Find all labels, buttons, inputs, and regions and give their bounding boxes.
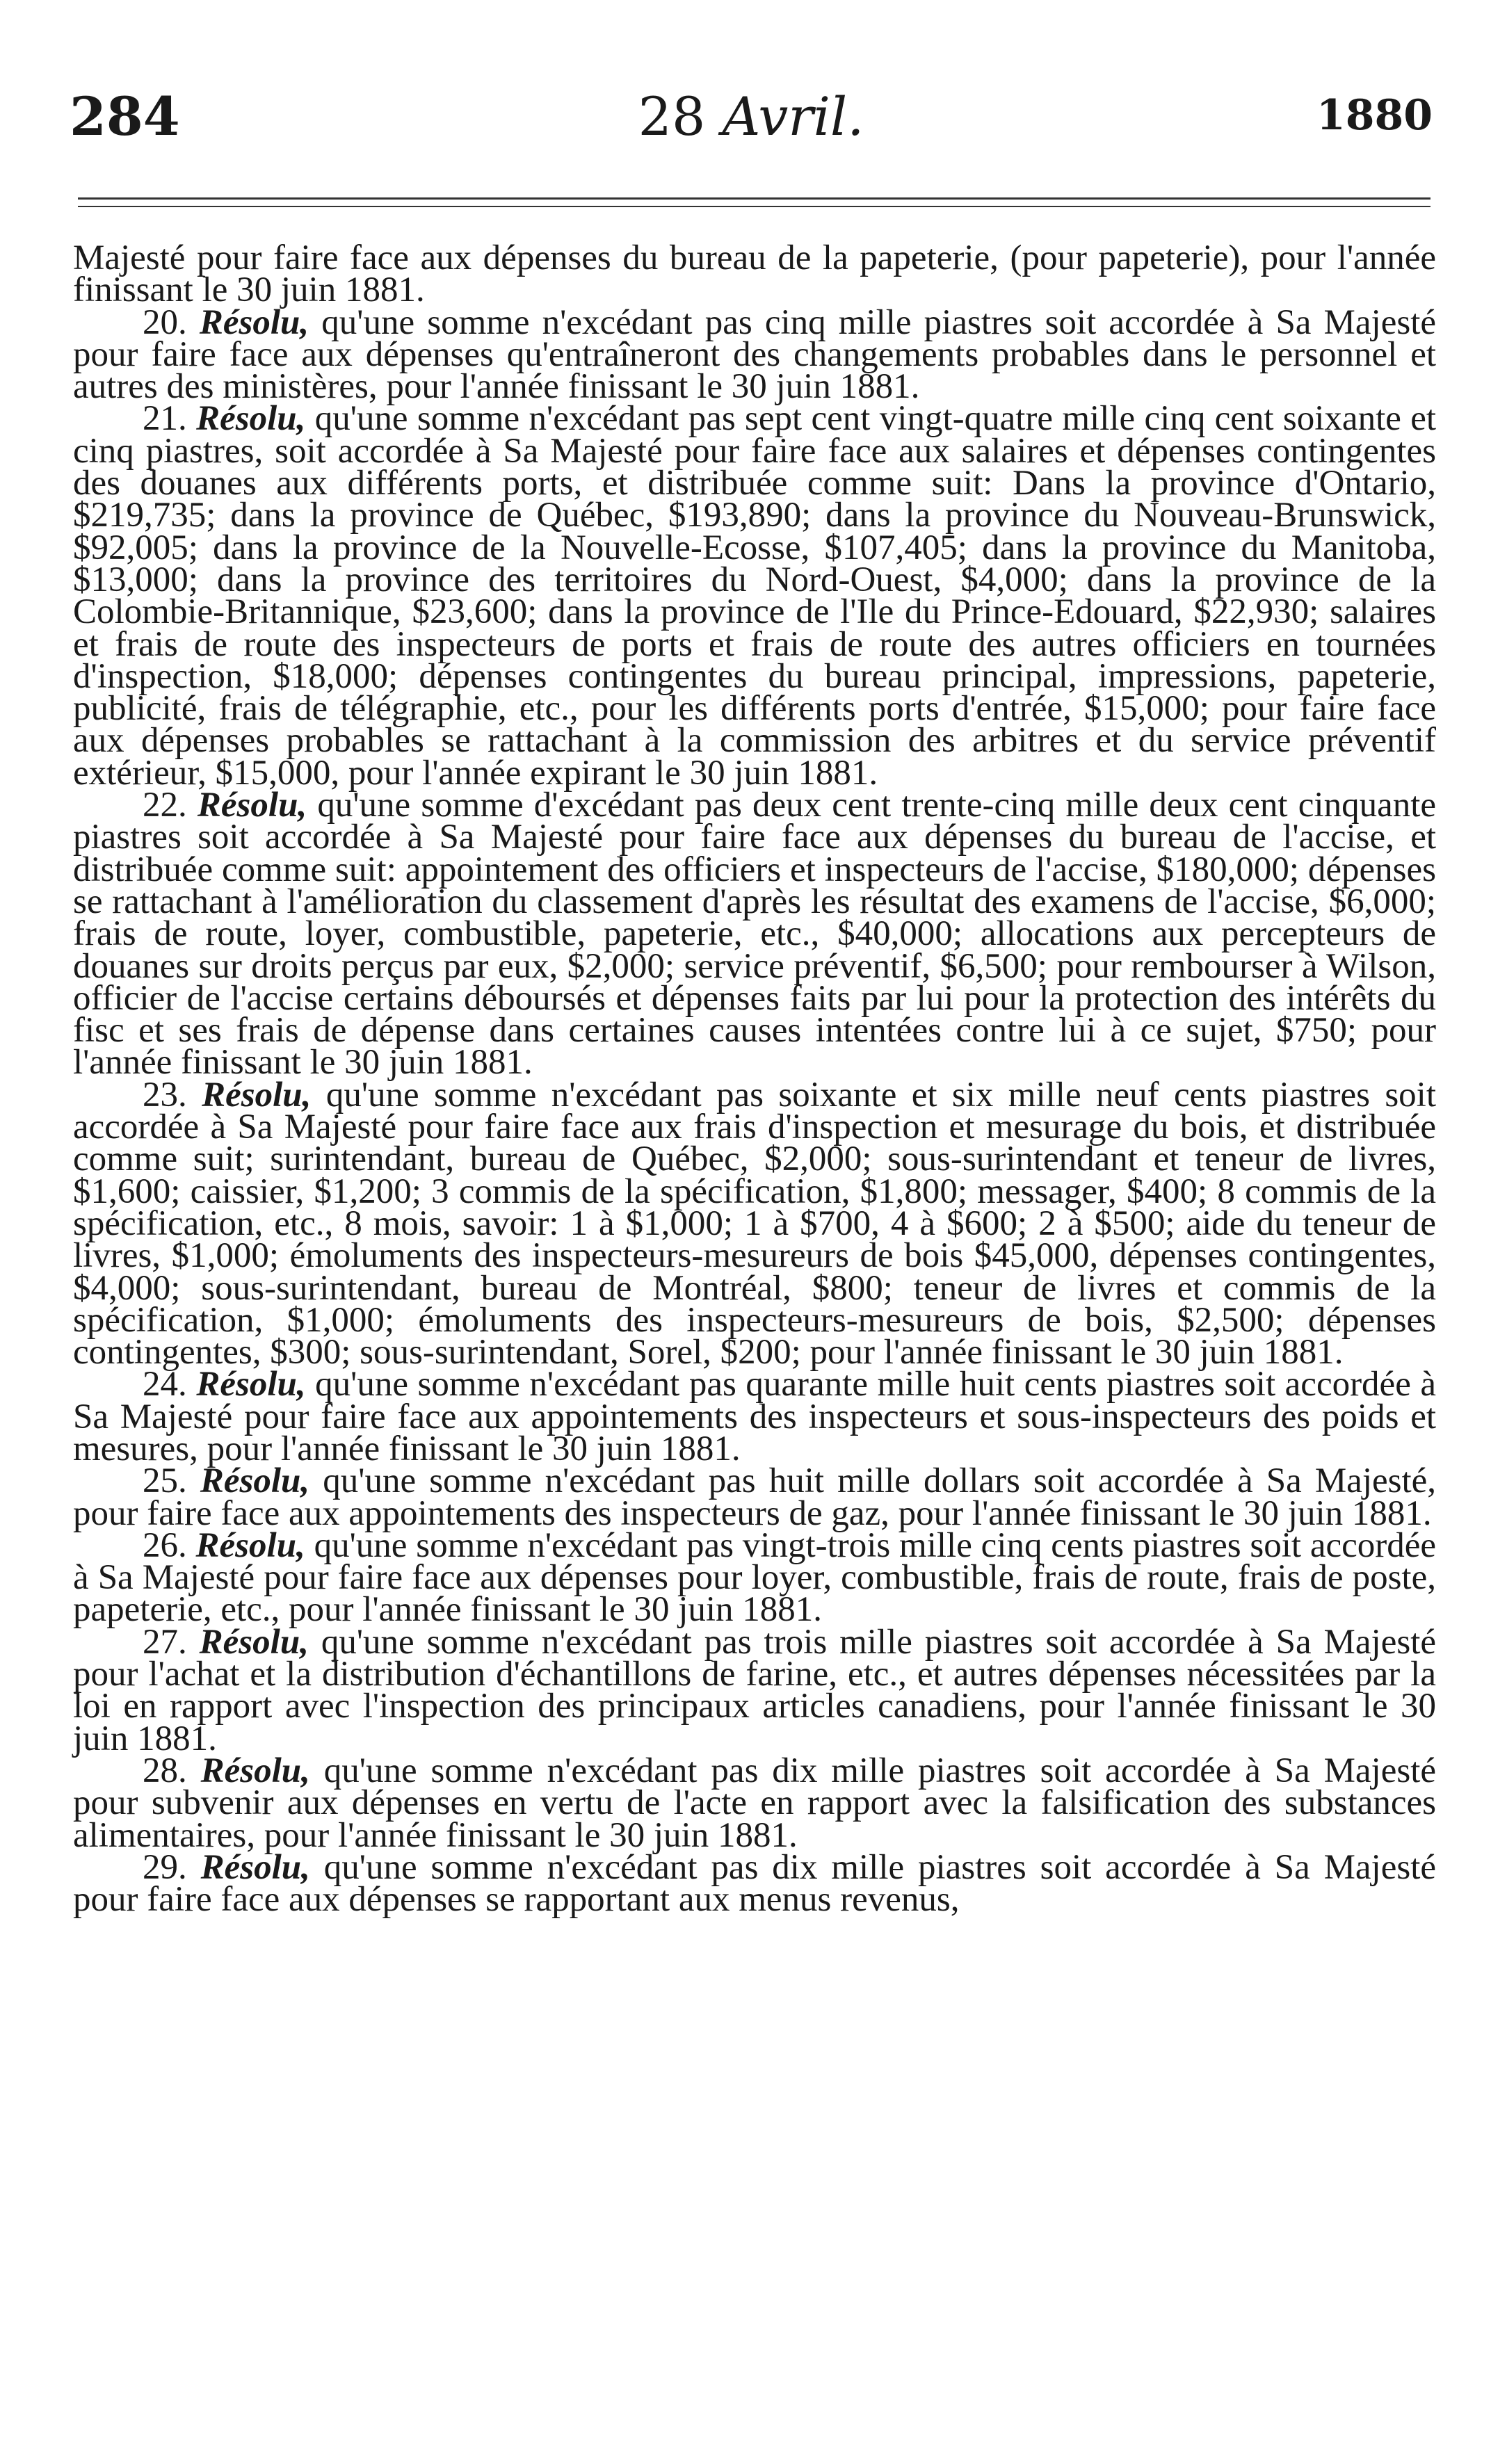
resolution-number: 23. — [143, 1075, 187, 1115]
resolution-text: qu'une somme n'excédant pas soixante et six mille neuf cents piastres soit accordée à Sa Majesté pour faire face aux frais d'inspection et mesurage du bois, et distribuée comme suit; surintendant, bureau de Québec, $2,000; sous-surintendant et teneur de livres, $1,600; caissier, $1,200; 3 commis de la spécification, $1,800; messager, $400; 8 commis de la spécification, etc., 8 mois, savoir: 1 à $1,000; 1 à $700, 4 à $600; 2 à $500; aide du teneur de livres, $1,000; émoluments des inspecteurs-mesureurs de bois $45,000, dépenses contingentes, $4,000; sous-surintendant, bureau de Montréal, $800; teneur de livres et commis de la spécification, $1,000; émoluments des inspecteurs-mesureurs de bois, $2,500; dépenses contingentes, $300; sous-surintendant, Sorel, $200; pour l'année finissant le 30 juin 1881. — [73, 1075, 1437, 1372]
resolution-number: 29. — [143, 1847, 187, 1887]
resolution-text: qu'une somme n'excédant pas trois mille piastres soit accordée à Sa Majesté pour l'achat et la distribution d'échantillons de farine, etc., et autres dépenses nécessitées par la loi en rapport avec l'inspection des principaux articles canadiens, pour l'année finissant le 30 juin 1881. — [73, 1622, 1436, 1758]
resolution-23 — [73, 1075, 1437, 1372]
resolu-label: Résolu, — [202, 1075, 312, 1115]
resolu-label: Résolu, — [200, 1751, 310, 1790]
resolution-text: qu'une somme n'excédant pas dix mille piastres soit accordée à Sa Majesté pour subvenir aux dépenses en vertu de l'acte en rapport avec la falsification des substances alimentaires, pour l'année finissant le 30 juin 1881. — [73, 1751, 1437, 1855]
resolution-number: 22. — [143, 786, 187, 825]
resolution-number: 21. — [143, 399, 187, 439]
resolution-28 — [73, 1751, 1437, 1855]
date-month: Avril. — [722, 86, 864, 147]
paragraph-text: Majesté pour faire face aux dépenses du bureau de la papeterie, (pour papeterie), pour l'année finissant le 30 juin 1881. — [73, 238, 1436, 310]
header-rule-secondary — [78, 206, 1431, 207]
resolution-26 — [73, 1525, 1436, 1630]
resolution-number: 25. — [143, 1461, 187, 1501]
resolution-text: qu'une somme n'excédant pas huit mille dollars soit accordée à Sa Majesté, pour faire face aux appointements des inspecteurs de gaz, pour l'année finissant le 30 juin 1881. — [73, 1461, 1437, 1533]
date-day: 28 — [638, 86, 706, 147]
page-number: 284 — [70, 86, 180, 147]
resolution-text: qu'une somme n'excédant pas quarante mille huit cents piastres soit accordée à Sa Majesté pour faire face aux appointements des inspecteurs et sous-inspecteurs des poids et mesures, pour l'année finissant le 30 juin 1881. — [73, 1365, 1437, 1468]
resolution-number: 26. — [143, 1525, 187, 1565]
resolution-29 — [73, 1847, 1437, 1920]
resolution-text: qu'une somme d'excédant pas deux cent trente-cinq mille deux cent cinquante piastres soit accordée à Sa Majesté pour faire face aux dépenses du bureau de l'accise, et distribuée comme suit: appointement des officiers et inspecteurs de l'accise, $180,000; dépenses se rattachant à l'amélioration du classement d'après les résultat des examens de l'accise, $6,000; frais de route, loyer, combustible, papeterie, etc., $40,000; allocations aux percepteurs de douanes sur droits perçus par eux, $2,000; service préventif, $6,500; pour rembourser à Wilson, officier de l'accise certains déboursés et dépenses faits par lui pour la protection des intérêts du fisc et ses frais de dépense dans certaines causes intentées contre lui à ce sujet, $750; pour l'année finissant le 30 juin 1881. — [73, 786, 1437, 1083]
resolution-25 — [73, 1461, 1437, 1533]
year: 1880 — [1316, 91, 1433, 140]
document-body — [73, 238, 1437, 1920]
resolu-label: Résolu, — [196, 399, 306, 439]
resolu-label: Résolu, — [196, 1365, 306, 1404]
resolu-label: Résolu, — [199, 302, 309, 342]
page-date-title — [70, 86, 1433, 147]
resolu-label: Résolu, — [195, 1525, 305, 1565]
page-header — [70, 86, 1433, 167]
resolution-20 — [73, 302, 1437, 407]
resolution-text: qu'une somme n'excédant pas sept cent vingt-quatre mille cinq cent soixante et cinq piastres, soit accordée à Sa Majesté pour faire face aux salaires et dépenses contingentes des douanes aux différents ports, et distribuée comme suit: Dans la province d'Ontario, $219,735; dans la province de Québec, $193,890; dans la province du Nouveau-Brunswick, $92,005; dans la province de la Nouvelle-Ecosse, $107,405; dans la province du Manitoba, $13,000; dans la province des territoires du Nord-Ouest, $4,000; dans la province de la Colombie-Britannique, $23,600; dans la province de l'Ile du Prince-Edouard, $22,930; salaires et frais de route des inspecteurs de ports et frais de route des autres officiers en tournées d'inspection, $18,000; dépenses contingentes du bureau principal, impressions, papeterie, publicité, frais de télégraphie, etc., pour les différents ports d'entrée, $15,000; pour faire face aux dépenses probables se rattachant à la commission des arbitres et du service préventif extérieur, $15,000, pour l'année expirant le 30 juin 1881. — [73, 399, 1437, 793]
resolution-number: 20. — [143, 302, 187, 342]
resolution-text: qu'une somme n'excédant pas vingt-trois mille cinq cents piastres soit accordée à Sa Majesté pour faire face aux dépenses pour loyer, combustible, frais de route, frais de poste, papeterie, etc., pour l'année finissant le 30 juin 1881. — [73, 1525, 1436, 1630]
resolution-22 — [73, 786, 1437, 1083]
paragraph-continued — [73, 238, 1436, 310]
resolution-24 — [73, 1365, 1437, 1468]
resolution-number: 27. — [143, 1622, 187, 1662]
resolution-27 — [73, 1622, 1436, 1758]
resolu-label: Résolu, — [197, 786, 307, 825]
resolution-text: qu'une somme n'excédant pas cinq mille piastres soit accordée à Sa Majesté pour faire face aux dépenses qu'entraîneront des changements probables dans le personnel et autres des ministères, pour l'année finissant le 30 juin 1881. — [73, 302, 1437, 407]
header-rule — [78, 197, 1431, 200]
resolu-label: Résolu, — [199, 1622, 309, 1662]
resolution-text: qu'une somme n'excédant pas dix mille piastres soit accordée à Sa Majesté pour faire face aux dépenses se rapportant aux menus revenus, — [73, 1847, 1437, 1920]
resolution-number: 28. — [143, 1751, 187, 1790]
resolution-21 — [73, 399, 1437, 793]
resolu-label: Résolu, — [200, 1461, 310, 1501]
resolu-label: Résolu, — [200, 1847, 310, 1887]
resolution-number: 24. — [143, 1365, 187, 1404]
